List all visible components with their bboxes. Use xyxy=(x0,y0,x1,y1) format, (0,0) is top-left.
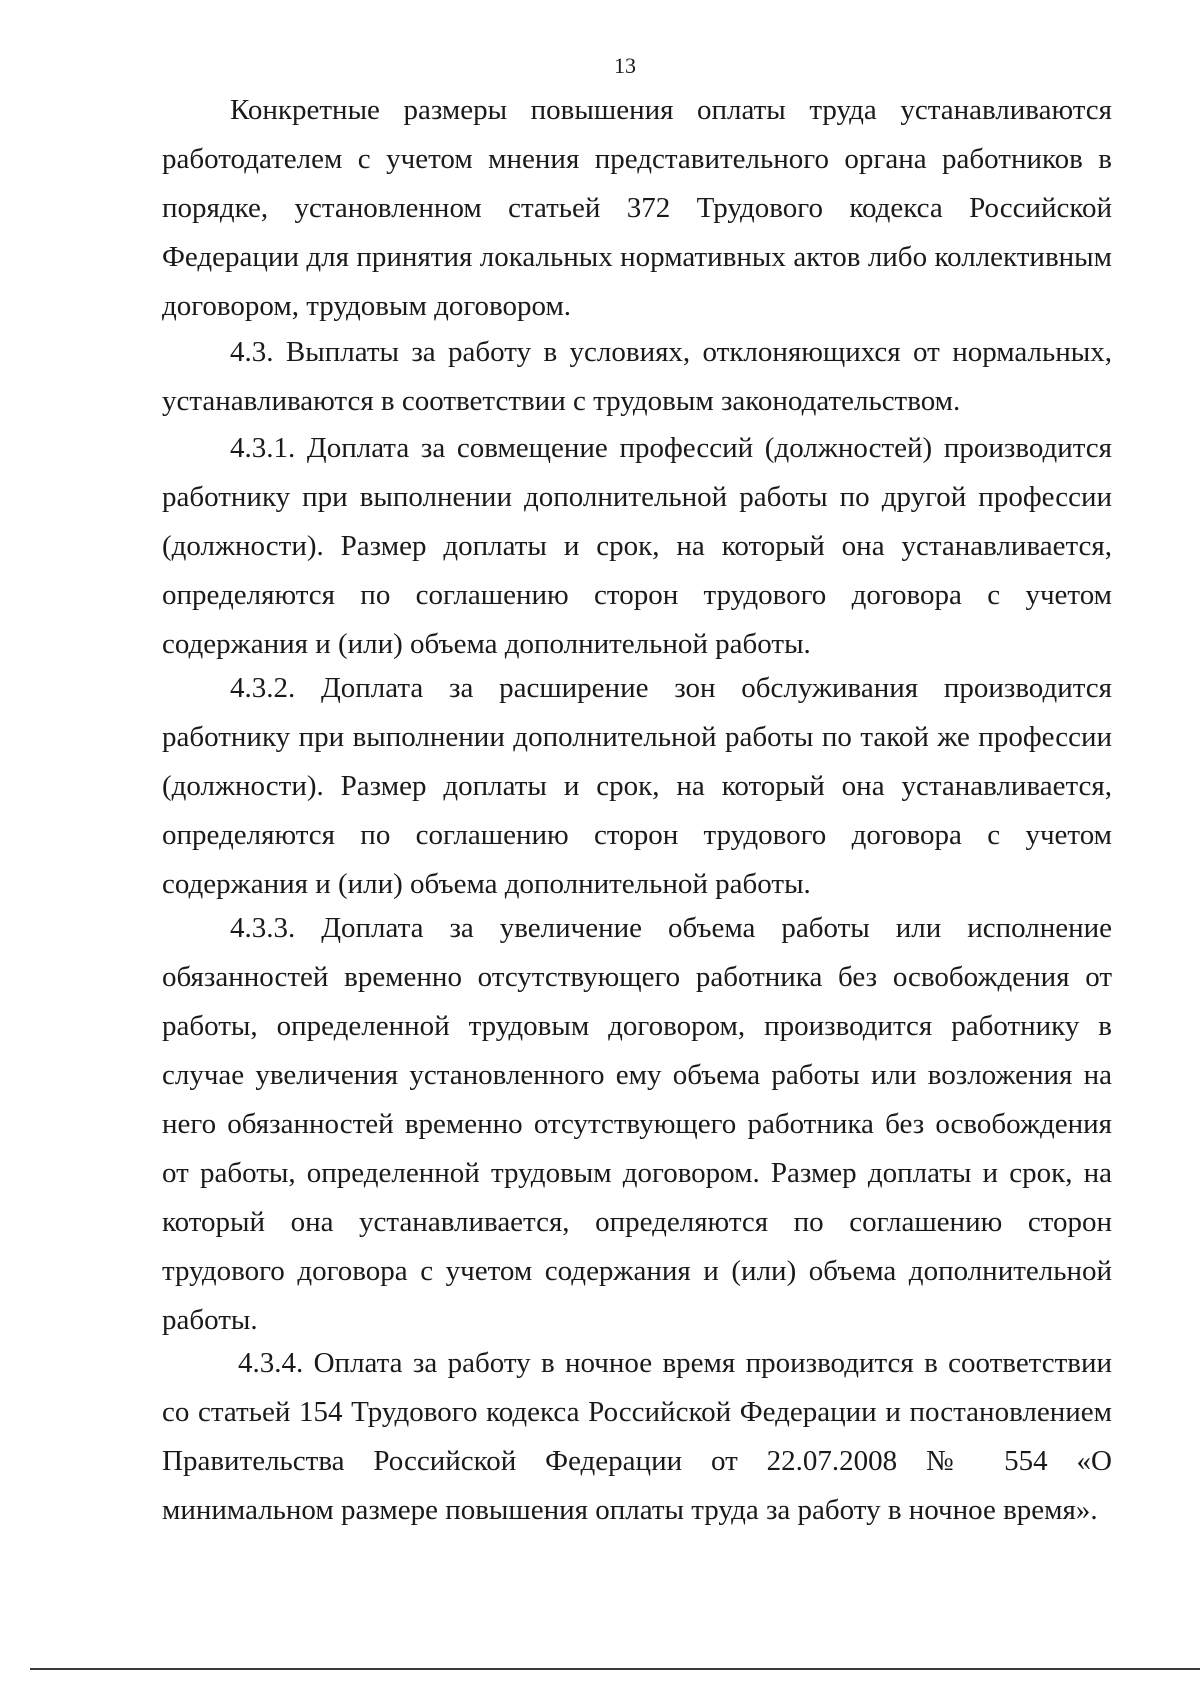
paragraph-4-3-3: 4.3.3. Доплата за увеличение объема работы или исполнение обязанностей временно отсутствующего работника без освобождения от работы, определенной трудовым договором, производится работнику в случае увеличения установленного ему объема работы или возложения на него обязанностей временно отсутствующего работника без освобождения от работы, определенной трудовым договором. Размер доплаты и срок, на который она устанавливается, определяются по соглашению сторон трудового договора с учетом содержания и (или) объема дополнительной работы. xyxy=(162,912,1112,1336)
paragraph-pay-increase-amounts: Конкретные размеры повышения оплаты труда устанавливаются работодателем с учетом мнения представительного органа работников в порядке, установленном статьей 372 Трудового кодекса Российской Федерации для принятия локальных нормативных актов либо коллективным договором, трудовым договором. xyxy=(162,94,1112,322)
paragraph-4-3-4: 4.3.4. Оплата за работу в ночное время производится в соответствии со статьей 154 Трудового кодекса Российской Федерации и постановлением Правительства Российской Федерации от 22.07.2008 № 554 «О минимальном размере повышения оплаты труда за работу в ночное время». xyxy=(162,1347,1112,1526)
paragraph-4-3: 4.3. Выплаты за работу в условиях, отклоняющихся от нормальных, устанавливаются в соответствии с трудовым законодательством. xyxy=(162,336,1112,417)
paragraph-4-3-1: 4.3.1. Доплата за совмещение профессий (должностей) производится работнику при выполнении дополнительной работы по другой профессии (должности). Размер доплаты и срок, на который она устанавливается, определяются по соглашению сторон трудового договора с учетом содержания и (или) объема дополнительной работы. xyxy=(162,432,1112,660)
scan-bottom-edge-line xyxy=(30,1668,1200,1670)
page-number: 13 xyxy=(614,53,636,78)
paragraph-4-3-2: 4.3.2. Доплата за расширение зон обслуживания производится работнику при выполнении дополнительной работы по такой же профессии (должности). Размер доплаты и срок, на который она устанавливается, определяются по соглашению сторон трудового договора с учетом содержания и (или) объема дополнительной работы. xyxy=(162,672,1112,900)
